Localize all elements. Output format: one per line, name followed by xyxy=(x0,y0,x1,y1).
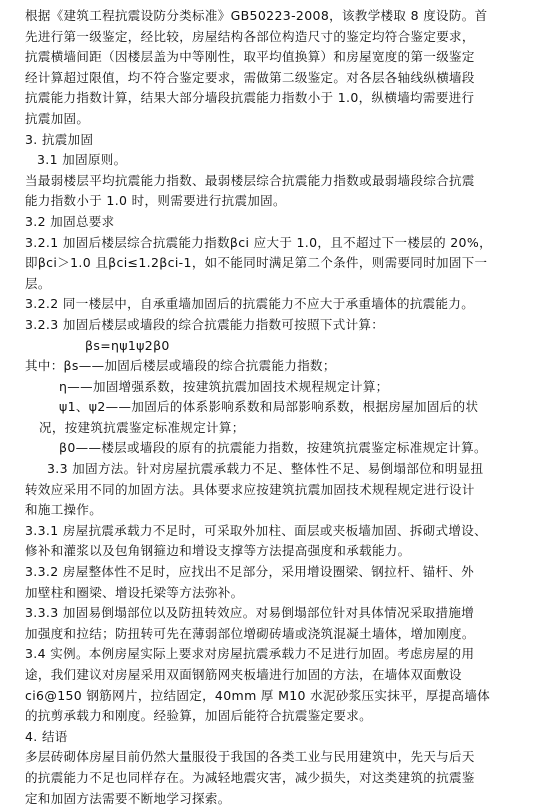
text-line: 的抗震能力不足也同样存在。为减轻地震灾害，减少损失，对这类建筑的抗震鉴 xyxy=(25,769,475,785)
section-heading: 3. 抗震加固 xyxy=(25,131,94,147)
text-line: 3.3 加固方法。针对房屋抗震承载力不足、整体性不足、易倒塌部位和明显扭 xyxy=(47,461,484,477)
text-line: 其中：βs——加固后楼层或墙段的综合抗震能力指数； xyxy=(25,358,336,374)
subsection-heading: 3.2 加固总要求 xyxy=(25,213,115,229)
text-line: 况，按建筑抗震鉴定标准规定计算； xyxy=(39,419,245,435)
text-line: 加强度和拉结；防扭转可先在薄弱部位增砌砖墙或浇筑混凝土墙体，增加刚度。 xyxy=(25,625,475,641)
text-line: 根据《建筑工程抗震设防分类标准》GB50223-2008，该教学楼取 8 度设防。首 xyxy=(25,8,488,23)
text-line: ψ1、ψ2——加固后的体系影响系数和局部影响系数，根据房屋加固后的状 xyxy=(59,399,479,415)
text-line: η——加固增强系数，按建筑抗震加固技术规程规定计算； xyxy=(59,378,389,394)
text-line: 途，我们建议对房屋采用双面钢筋网夹板墙进行加固的方法，在墙体双面敷设 xyxy=(25,667,462,682)
text-line: 3.3.3 加固易倒塌部位以及防扭转效应。对易倒塌部位针对具体情况采取措施增 xyxy=(25,605,475,621)
text-line: 转效应采用不同的加固方法。具体要求应按建筑抗震加固技术规程规定进行设计 xyxy=(25,481,475,497)
subsection-heading: 3.1 加固原则。 xyxy=(37,152,127,168)
text-line: β0——楼层或墙段的原有的抗震能力指数，按建筑抗震鉴定标准规定计算。 xyxy=(59,440,487,456)
text-line: 即βci＞1.0 且βci≤1.2βci-1，如不能同时满足第二个条件，则需要同时加固下一 xyxy=(25,255,488,271)
text-line: 抗震横墙间距（因楼层盖为中等刚性，取平均值换算）和房屋宽度的第一级鉴定 xyxy=(25,49,475,65)
formula: βs=ηψ1ψ2β0 xyxy=(85,337,170,353)
text-line: 3.3.2 房屋整体性不足时，应找出不足部分，采用增设圈梁、钢拉杆、锚杆、外 xyxy=(25,564,475,580)
text-line: 层。 xyxy=(25,275,51,291)
text-line: 多层砖砌体房屋目前仍然大量服役于我国的各类工业与民用建筑中，先天与后天 xyxy=(25,749,475,765)
text-line: 的抗剪承载力和刚度。经验算，加固后能符合抗震鉴定要求。 xyxy=(25,708,372,724)
text-line: 修补和灌浆以及包角钢箍边和增设支撑等方法提高强度和承载能力。 xyxy=(25,543,411,559)
text-line: 3.4 实例。本例房屋实际上要求对房屋抗震承载力不足进行加固。考虑房屋的用 xyxy=(25,646,475,662)
text-line: 3.2.3 加固后楼层或墙段的综合抗震能力指数可按照下式计算： xyxy=(25,316,385,332)
text-line: ci6@150 钢筋网片，拉结固定，40mm 厚 M10 水泥砂浆压实抹平，厚提高墙体 xyxy=(25,687,491,703)
text-line: 3.2.1 加固后楼层综合抗震能力指数βci 应大于 1.0，且不超过下一楼层的 20%， xyxy=(25,234,492,250)
text-line: 先进行第一级鉴定，经比较，房屋结构各部位构造尺寸的鉴定均符合鉴定要求， xyxy=(25,28,475,44)
text-line: 经计算超过限值，均不符合鉴定要求，需做第二级鉴定。对各层各轴线纵横墙段 xyxy=(25,69,475,85)
section-heading: 4. 结语 xyxy=(25,728,68,744)
text-line: 能力指数小于 1.0 时，则需要进行抗震加固。 xyxy=(25,193,286,209)
text-line: 抗震加固。 xyxy=(25,110,90,126)
text-line: 当最弱楼层平均抗震能力指数、最弱楼层综合抗震能力指数或最弱墙段综合抗震 xyxy=(25,172,475,188)
text-line: 加壁柱和圈梁、增设托梁等方法弥补。 xyxy=(25,584,244,600)
document-body xyxy=(25,6,535,809)
text-line: 3.2.2 同一楼层中，自承重墙加固后的抗震能力不应大于承重墙体的抗震能力。 xyxy=(25,296,475,312)
text-line: 3.3.1 房屋抗震承载力不足时，可采取外加柱、面层或夹板墙加固、拆砌式增设、 xyxy=(25,522,487,538)
text-line: 和施工操作。 xyxy=(25,502,103,518)
text-line: 抗震能力指数计算，结果大部分墙段抗震能力指数小于 1.0，纵横墙均需要进行 xyxy=(25,90,475,106)
text-line: 定和加固方法需要不断地学习探索。 xyxy=(25,790,231,806)
